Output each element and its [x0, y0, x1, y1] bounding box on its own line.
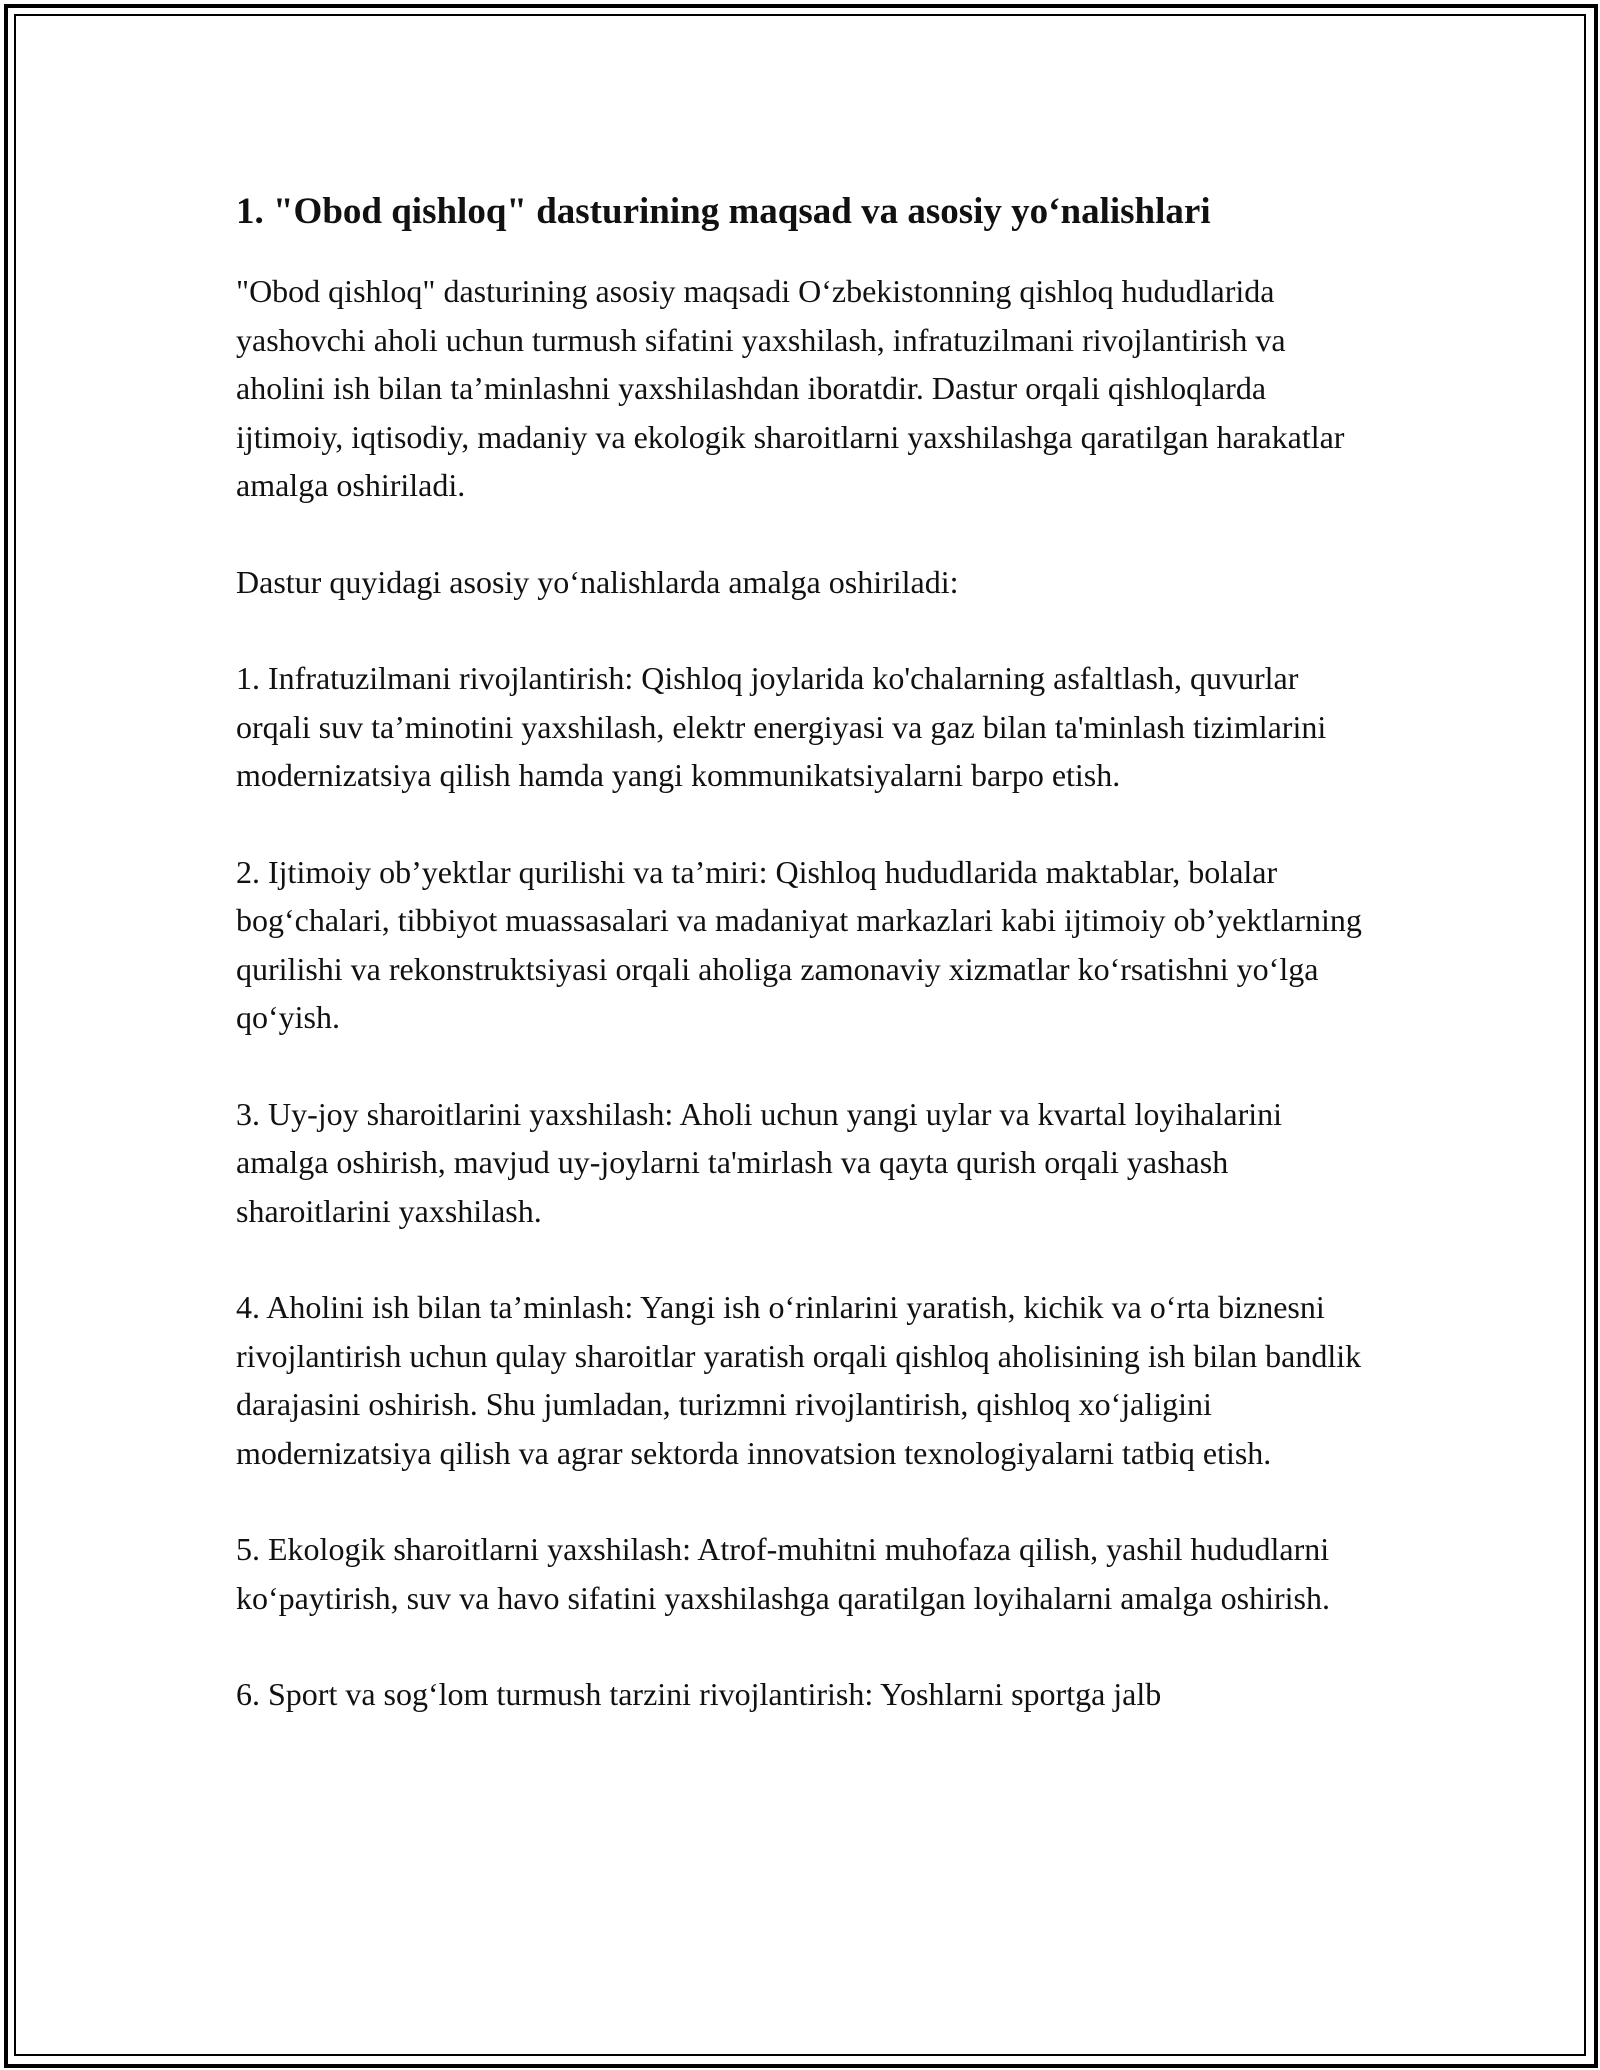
list-item-social-objects: 2. Ijtimoiy ob’yektlar qurilishi va ta’miri: Qishloq hududlarida maktablar, bolalar bog‘chalari, tibbiyot muassasalari va madaniyat markazlari kabi ijtimoiy ob’yektlarning qurilishi va rekonstruktsiyasi orqali aholiga zamonaviy xizmatlar ko‘rsatishni yo‘lga qo‘yish. — [236, 853, 1362, 1035]
list-item-employment: 4. Aholini ish bilan ta’minlash: Yangi ish o‘rinlarini yaratish, kichik va o‘rta biznesni rivojlantirish uchun qulay sharoitlar yaratish orqali qishloq aholisining ish bilan bandlik darajasini oshirish. Shu jumladan, turizmni rivojlantirish, qishloq xo‘jaligini modernizatsiya qilish va agrar sektorda innovatsion texnologiyalarni tatbiq etish. — [236, 1289, 1362, 1471]
list-item-infrastructure: 1. Infratuzilmani rivojlantirish: Qishloq joylarida ko'chalarning asfaltlash, quvurlar orqali suv ta’minotini yaxshilash, elektr energiyasi va gaz bilan ta'minlash tizimlarini modernizatsiya qilish hamda yangi kommunikatsiyalarni barpo etish. — [236, 660, 1327, 793]
list-item-housing: 3. Uy-joy sharoitlarini yaxshilash: Aholi uchun yangi uylar va kvartal loyihalarini amalga oshirish, mavjud uy-joylarni ta'mirlash va qayta qurish orqali yashash sharoitlarini yaxshilash. — [236, 1095, 1282, 1229]
list-item-sport: 6. Sport va sog‘lom turmush tarzini rivojlantirish: Yoshlarni sportga jalb — [236, 1676, 1162, 1712]
section-heading: 1. "Obod qishloq" dasturining maqsad va asosiy yo‘nalishlari — [236, 191, 1211, 232]
paragraph-directions-lead: Dastur quyidagi asosiy yo‘nalishlarda amalga oshiriladi: — [236, 563, 959, 600]
list-item-ecology: 5. Ekologik sharoitlarni yaxshilash: Atrof-muhitni muhofaza qilish, yashil hududlarni ko‘paytirish, suv va havo sifatini yaxshilashga qaratilgan loyihalarni amalga oshirish. — [236, 1531, 1330, 1616]
paragraph-intro: "Obod qishloq" dasturining asosiy maqsadi O‘zbekistonning qishloq hududlarida yashovchi aholi uchun turmush sifatini yaxshilash, infratuzilmani rivojlantirish va aholini ish bilan ta’minlashni yaxshilashdan iboratdir. Dastur orqali qishloqlarda ijtimoiy, iqtisodiy, madaniy va ekologik sharoitlarni yaxshilashga qaratilgan harakatlar amalga oshiriladi. — [236, 273, 1345, 503]
document-body — [236, 185, 1376, 1719]
